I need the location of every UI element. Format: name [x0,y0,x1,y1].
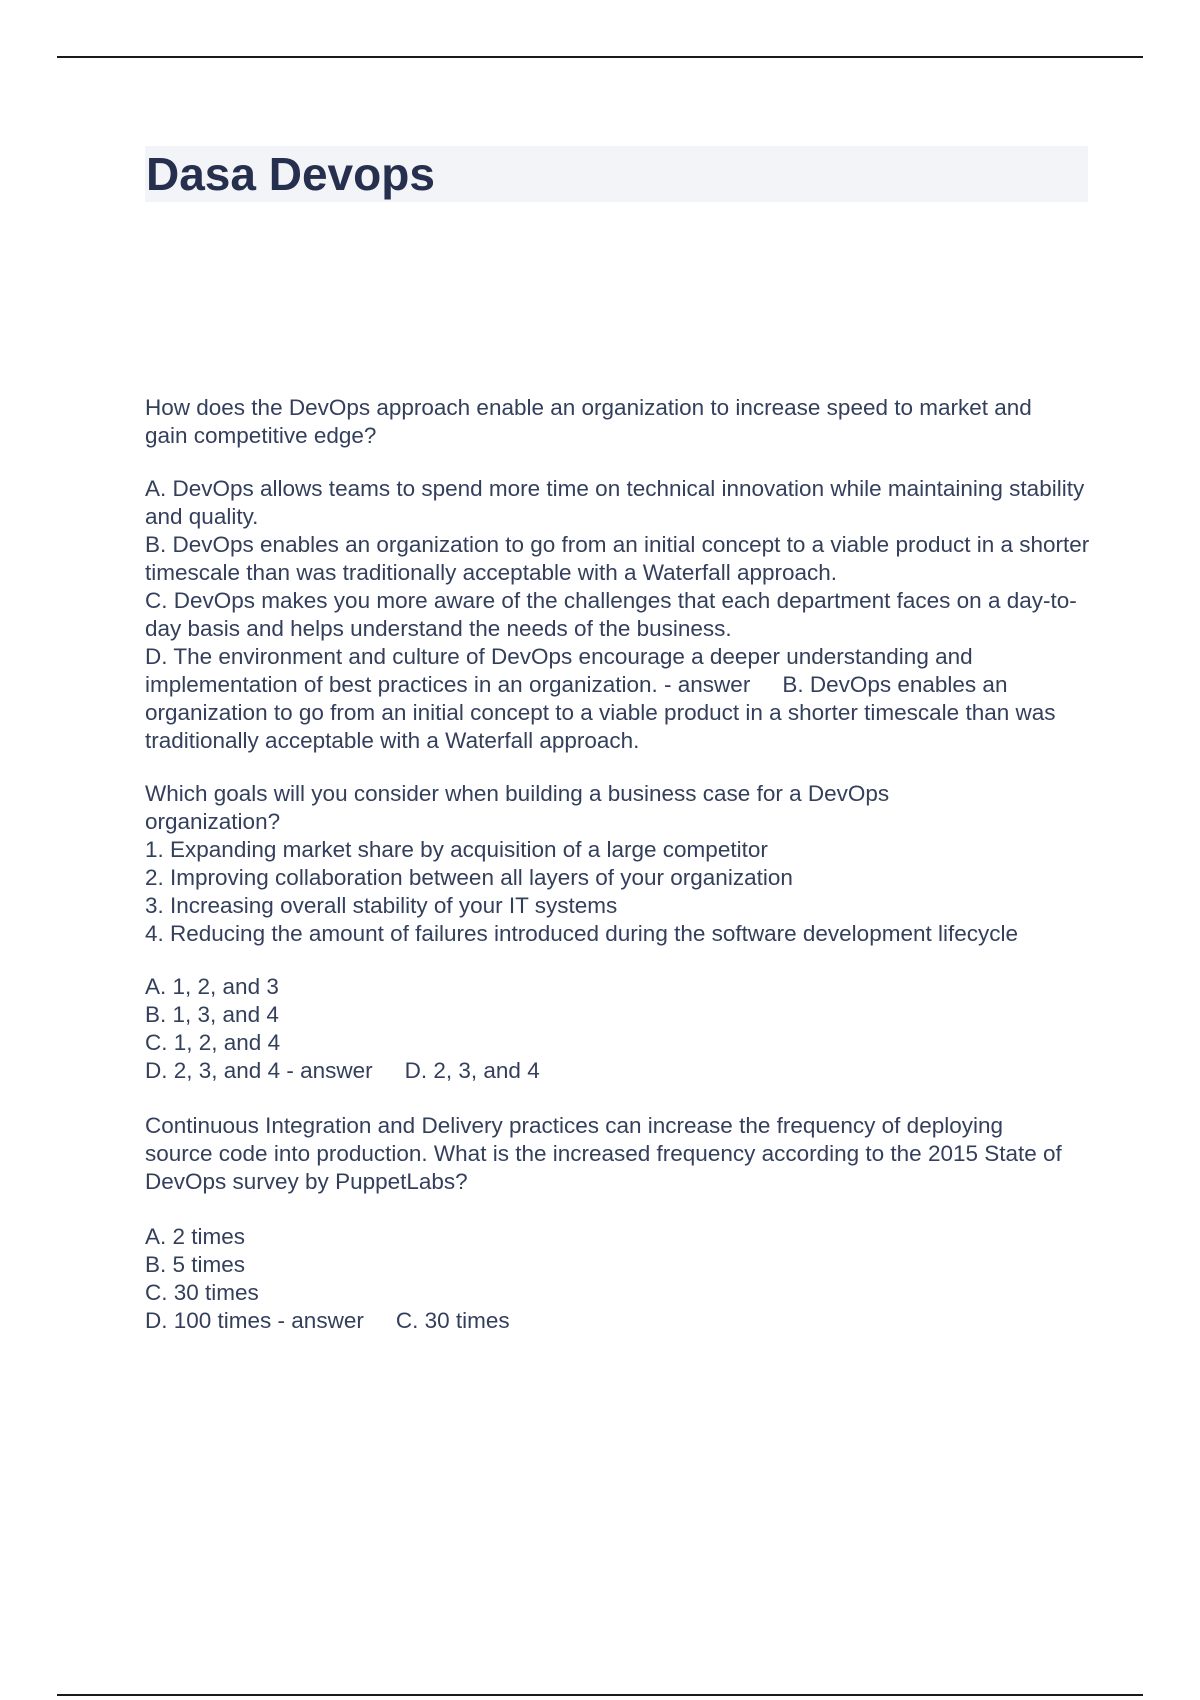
goal-item: 2. Improving collaboration between all layers of your organization [145,865,793,890]
answer: C. 30 times [395,1308,510,1333]
spacer [145,450,1090,475]
option: D. 100 times - answer [145,1308,364,1333]
goal-item: 1. Expanding market share by acquisition of a large competitor [145,837,768,862]
option: B. DevOps enables an organization to go from an initial concept to a viable product in a shorter timescale than was traditionally acceptable with a Waterfall approach. [145,532,1090,585]
question-2 [145,780,1090,1085]
option: C. 30 times [145,1280,259,1305]
option: A. 1, 2, and 3 [145,974,279,999]
option: B. 1, 3, and 4 [145,1002,279,1027]
question-text: How does the DevOps approach enable an organization to increase speed to market and gain competitive edge? [145,395,1032,448]
option-with-answer [145,1307,1090,1335]
bottom-rule [57,1694,1143,1696]
spacer [145,1085,1090,1112]
goal-item: 4. Reducing the amount of failures introduced during the software development lifecycle [145,921,1019,946]
option: D. The environment and culture of DevOps encourage a deeper understanding and implementation of best practices in an organization. - answer [145,644,973,697]
option: A. DevOps allows teams to spend more time on technical innovation while maintaining stability and quality. [145,476,1085,529]
spacer [145,1196,1090,1223]
option: B. 5 times [145,1252,246,1277]
answer: D. 2, 3, and 4 [404,1058,540,1083]
top-rule [57,56,1143,58]
option: C. DevOps makes you more aware of the challenges that each department faces on a day-to-day basis and helps understand the needs of the business. [145,588,1077,641]
question-1 [145,394,1090,755]
question-text: Which goals will you consider when building a business case for a DevOps organization? [145,781,890,834]
option: C. 1, 2, and 4 [145,1030,281,1055]
spacer [145,755,1090,780]
option-with-answer [145,1057,1090,1085]
option: D. 2, 3, and 4 - answer [145,1058,373,1083]
question-text: Continuous Integration and Delivery practices can increase the frequency of deploying source code into production. What is the increased frequency according to the 2015 State of DevOps survey by PuppetLabs? [145,1113,1062,1194]
spacer [145,948,1090,973]
document-body [145,394,1090,1335]
document-title: Dasa Devops [146,148,435,200]
option-with-answer [145,643,1090,755]
option: A. 2 times [145,1224,246,1249]
answer: B. DevOps enables an organization to go from an initial concept to a viable product in a shorter timescale than was traditionally acceptable with a Waterfall approach. [145,672,1056,753]
goal-item: 3. Increasing overall stability of your IT systems [145,893,618,918]
question-3 [145,1112,1090,1335]
